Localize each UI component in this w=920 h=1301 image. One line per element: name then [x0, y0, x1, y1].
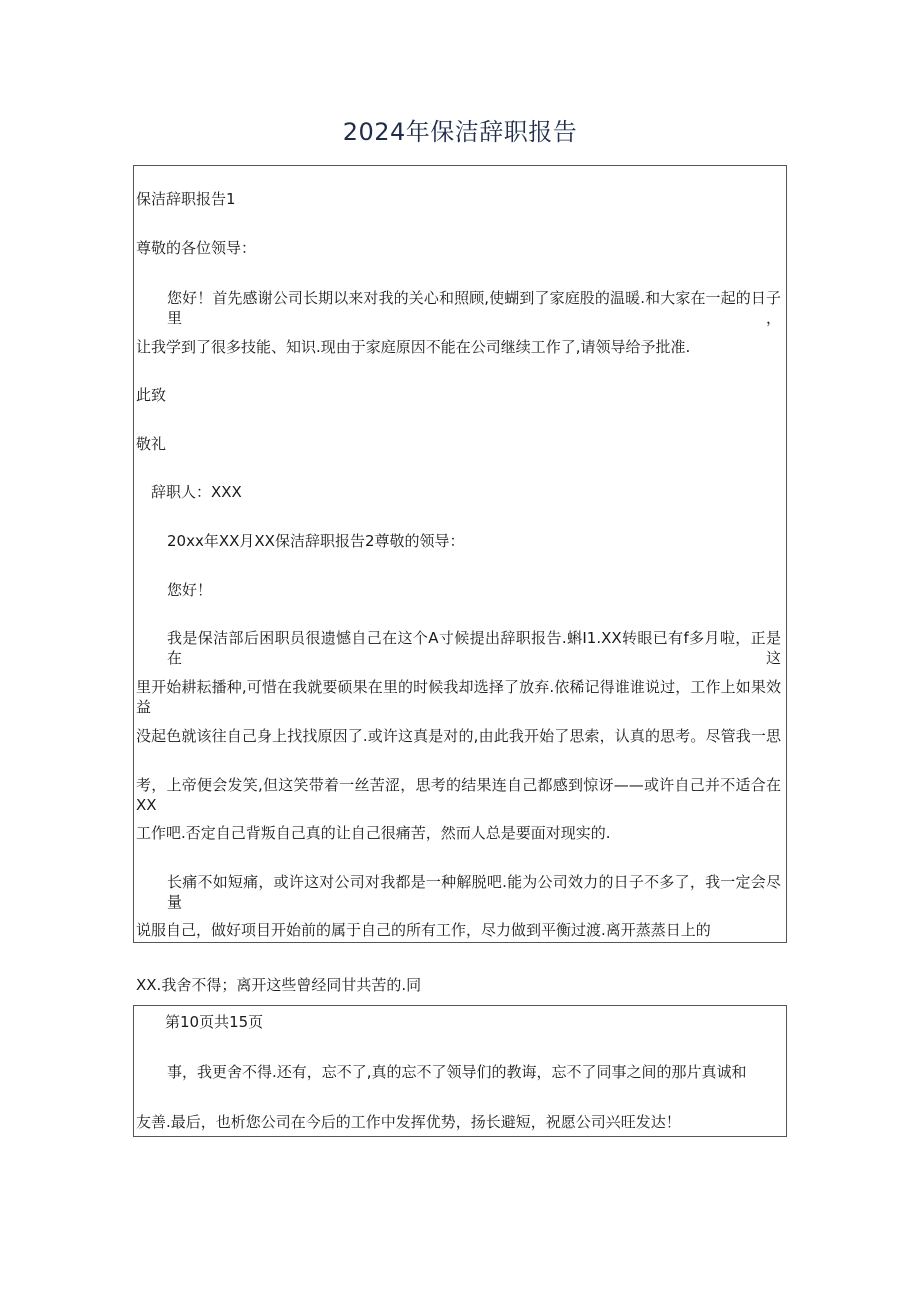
section3-line2: 友善.最后，也析您公司在今后的工作中发挥优势，扬长避短，祝愿公司兴旺发达！ — [136, 1113, 681, 1131]
section1-closing-2: 敬礼 — [136, 435, 167, 453]
section2-para2-line3: XX.我舍不得；离开这些曾经同甘共苦的.同 — [136, 976, 422, 994]
page-number: 第10页共15页 — [165, 1013, 264, 1031]
section2-para2-line1: 长痛不如短痛，或许这对公司对我都是一种解脱吧.能为公司效力的日子不多了，我一定会尽量 — [167, 873, 781, 911]
section1-para1-line2: 让我学到了很多技能、知识.现由于家庭原因不能在公司继续工作了,请领导给予批准. — [136, 338, 691, 356]
section2-para1-line5: 工作吧.否定自己背叛自己真的让自己很痛苦，然而人总是要面对现实的. — [136, 824, 611, 842]
section1-signer: 辞职人：XXX — [151, 483, 242, 501]
section2-para1-line3: 没起色就该往自己身上找找原因了.或许这真是对的,由此我开始了思索，认真的思考。尽管我一思 — [136, 727, 781, 745]
section1-heading: 保洁辞职报告1 — [136, 190, 236, 208]
document-title: 2024年保洁辞职报告 — [342, 118, 578, 146]
section1-greeting: 尊敬的各位领导： — [136, 239, 257, 257]
section2-para1-line2: 里开始耕耘播种,可惜在我就要硕果在里的时候我却选择了放弃.依稀记得谁谁说过，工作上如果效益 — [136, 678, 781, 716]
section2-para1-line4: 考，上帝便会发笑,但这笑带着一丝苦涩，思考的结果连自己都感到惊讶——或许自己并不适合在XX — [136, 776, 781, 814]
section2-hello: 您好！ — [167, 581, 213, 599]
section2-heading: 20xx年XX月XX保洁辞职报告2尊敬的领导： — [167, 532, 465, 550]
section2-para1-line1: 我是保洁部后困职员很遗憾自己在这个A寸候提出辞职报告.蝌I1.XX转眼已有f多月啦，正是在这 — [167, 629, 781, 667]
section3-line1: 事，我更舍不得.还有，忘不了,真的忘不了领导们的教诲，忘不了同事之间的那片真诚和 — [167, 1063, 747, 1081]
section1-closing-1: 此致 — [136, 386, 167, 404]
section2-para2-line2: 说服自己，做好项目开始前的属于自己的所有工作，尽力做到平衡过渡.离开蒸蒸日上的 — [136, 921, 711, 939]
section1-para1-line1: 您好！首先感谢公司长期以来对我的关心和照顾,使蝴到了家庭股的温暖.和大家在一起的日子里， — [167, 289, 781, 327]
